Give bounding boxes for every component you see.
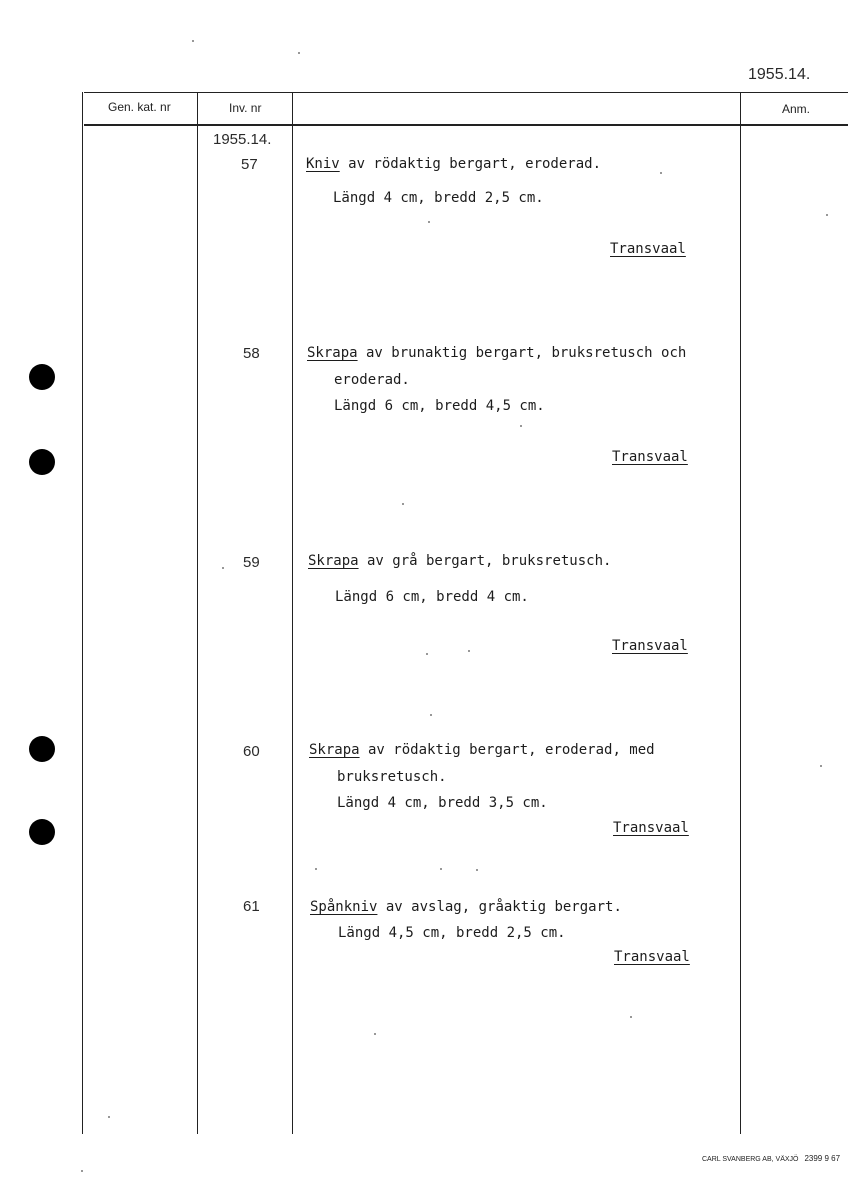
entry-term: Skrapa [308,553,359,569]
scan-speck [222,567,224,569]
scan-speck [630,1016,632,1018]
entry-line: Längd 6 cm, bredd 4,5 cm. [334,398,545,414]
inventory-number: 61 [243,898,260,915]
entry-line: Längd 6 cm, bredd 4 cm. [335,589,529,605]
scan-speck [108,1116,110,1118]
entry-line: bruksretusch. [337,769,447,785]
entry-line: Längd 4 cm, bredd 3,5 cm. [337,795,548,811]
scan-speck [440,868,442,870]
page-reference: 1955.14. [748,66,811,83]
entry-location: Transvaal [610,241,686,257]
printer-imprint [702,1154,840,1163]
column-header-gen-kat-nr: Gen. kat. nr [108,100,171,114]
entry-description-rest: av rödaktig bergart, eroderad. [339,156,602,172]
entry-description [309,742,655,758]
column-rule-inv-text [292,92,293,1134]
entry-line: eroderad. [334,372,410,388]
scan-speck [426,653,428,655]
inventory-number: 60 [243,743,260,760]
inventory-number: 59 [243,554,260,571]
entry-description [306,156,601,172]
scan-speck [402,503,404,505]
scan-speck [315,868,317,870]
scan-speck [826,214,828,216]
column-rule-gen-inv [197,92,198,1134]
scan-speck [820,765,822,767]
entry-description-rest: av rödaktig bergart, eroderad, med [359,742,655,758]
entry-line: Längd 4,5 cm, bredd 2,5 cm. [338,925,566,941]
entry-term: Kniv [306,156,340,172]
entry-description [308,553,611,569]
punch-hole [29,364,55,390]
entry-term: Skrapa [307,345,358,361]
scan-speck [468,650,470,652]
inventory-number: 57 [241,156,258,173]
entry-term: Skrapa [309,742,360,758]
scan-speck [374,1033,376,1035]
punch-hole [29,819,55,845]
entry-line: Längd 4 cm, bredd 2,5 cm. [333,190,544,206]
punch-hole [29,449,55,475]
header-bottom-rule [84,124,848,126]
entry-location: Transvaal [612,449,688,465]
scan-speck [476,869,478,871]
series-reference: 1955.14. [213,131,272,148]
entry-description-rest: av avslag, gråaktig bergart. [377,899,622,915]
column-header-inv-nr: Inv. nr [229,101,262,115]
inventory-number: 58 [243,345,260,362]
column-header-anm: Anm. [782,102,811,116]
printer-name: CARL SVANBERG AB, VÄXJÖ [702,1156,799,1163]
form-number: 2399 9 67 [804,1154,841,1163]
header-top-rule [84,92,848,93]
entry-description [310,899,622,915]
scan-speck [430,714,432,716]
entry-term: Spånkniv [310,899,378,915]
entry-description [307,345,686,361]
entry-location: Transvaal [614,949,690,965]
scan-speck [428,221,430,223]
entry-location: Transvaal [612,638,688,654]
scan-speck [192,40,194,42]
scan-speck [298,52,300,54]
scan-speck [660,172,662,174]
column-rule-left [82,92,83,1134]
entry-description-rest: av grå bergart, bruksretusch. [358,553,612,569]
column-rule-text-anm [740,92,741,1134]
scan-speck [81,1170,83,1172]
entry-location: Transvaal [613,820,689,836]
punch-hole [29,736,55,762]
scan-speck [520,425,522,427]
entry-description-rest: av brunaktig bergart, bruksretusch och [357,345,687,361]
